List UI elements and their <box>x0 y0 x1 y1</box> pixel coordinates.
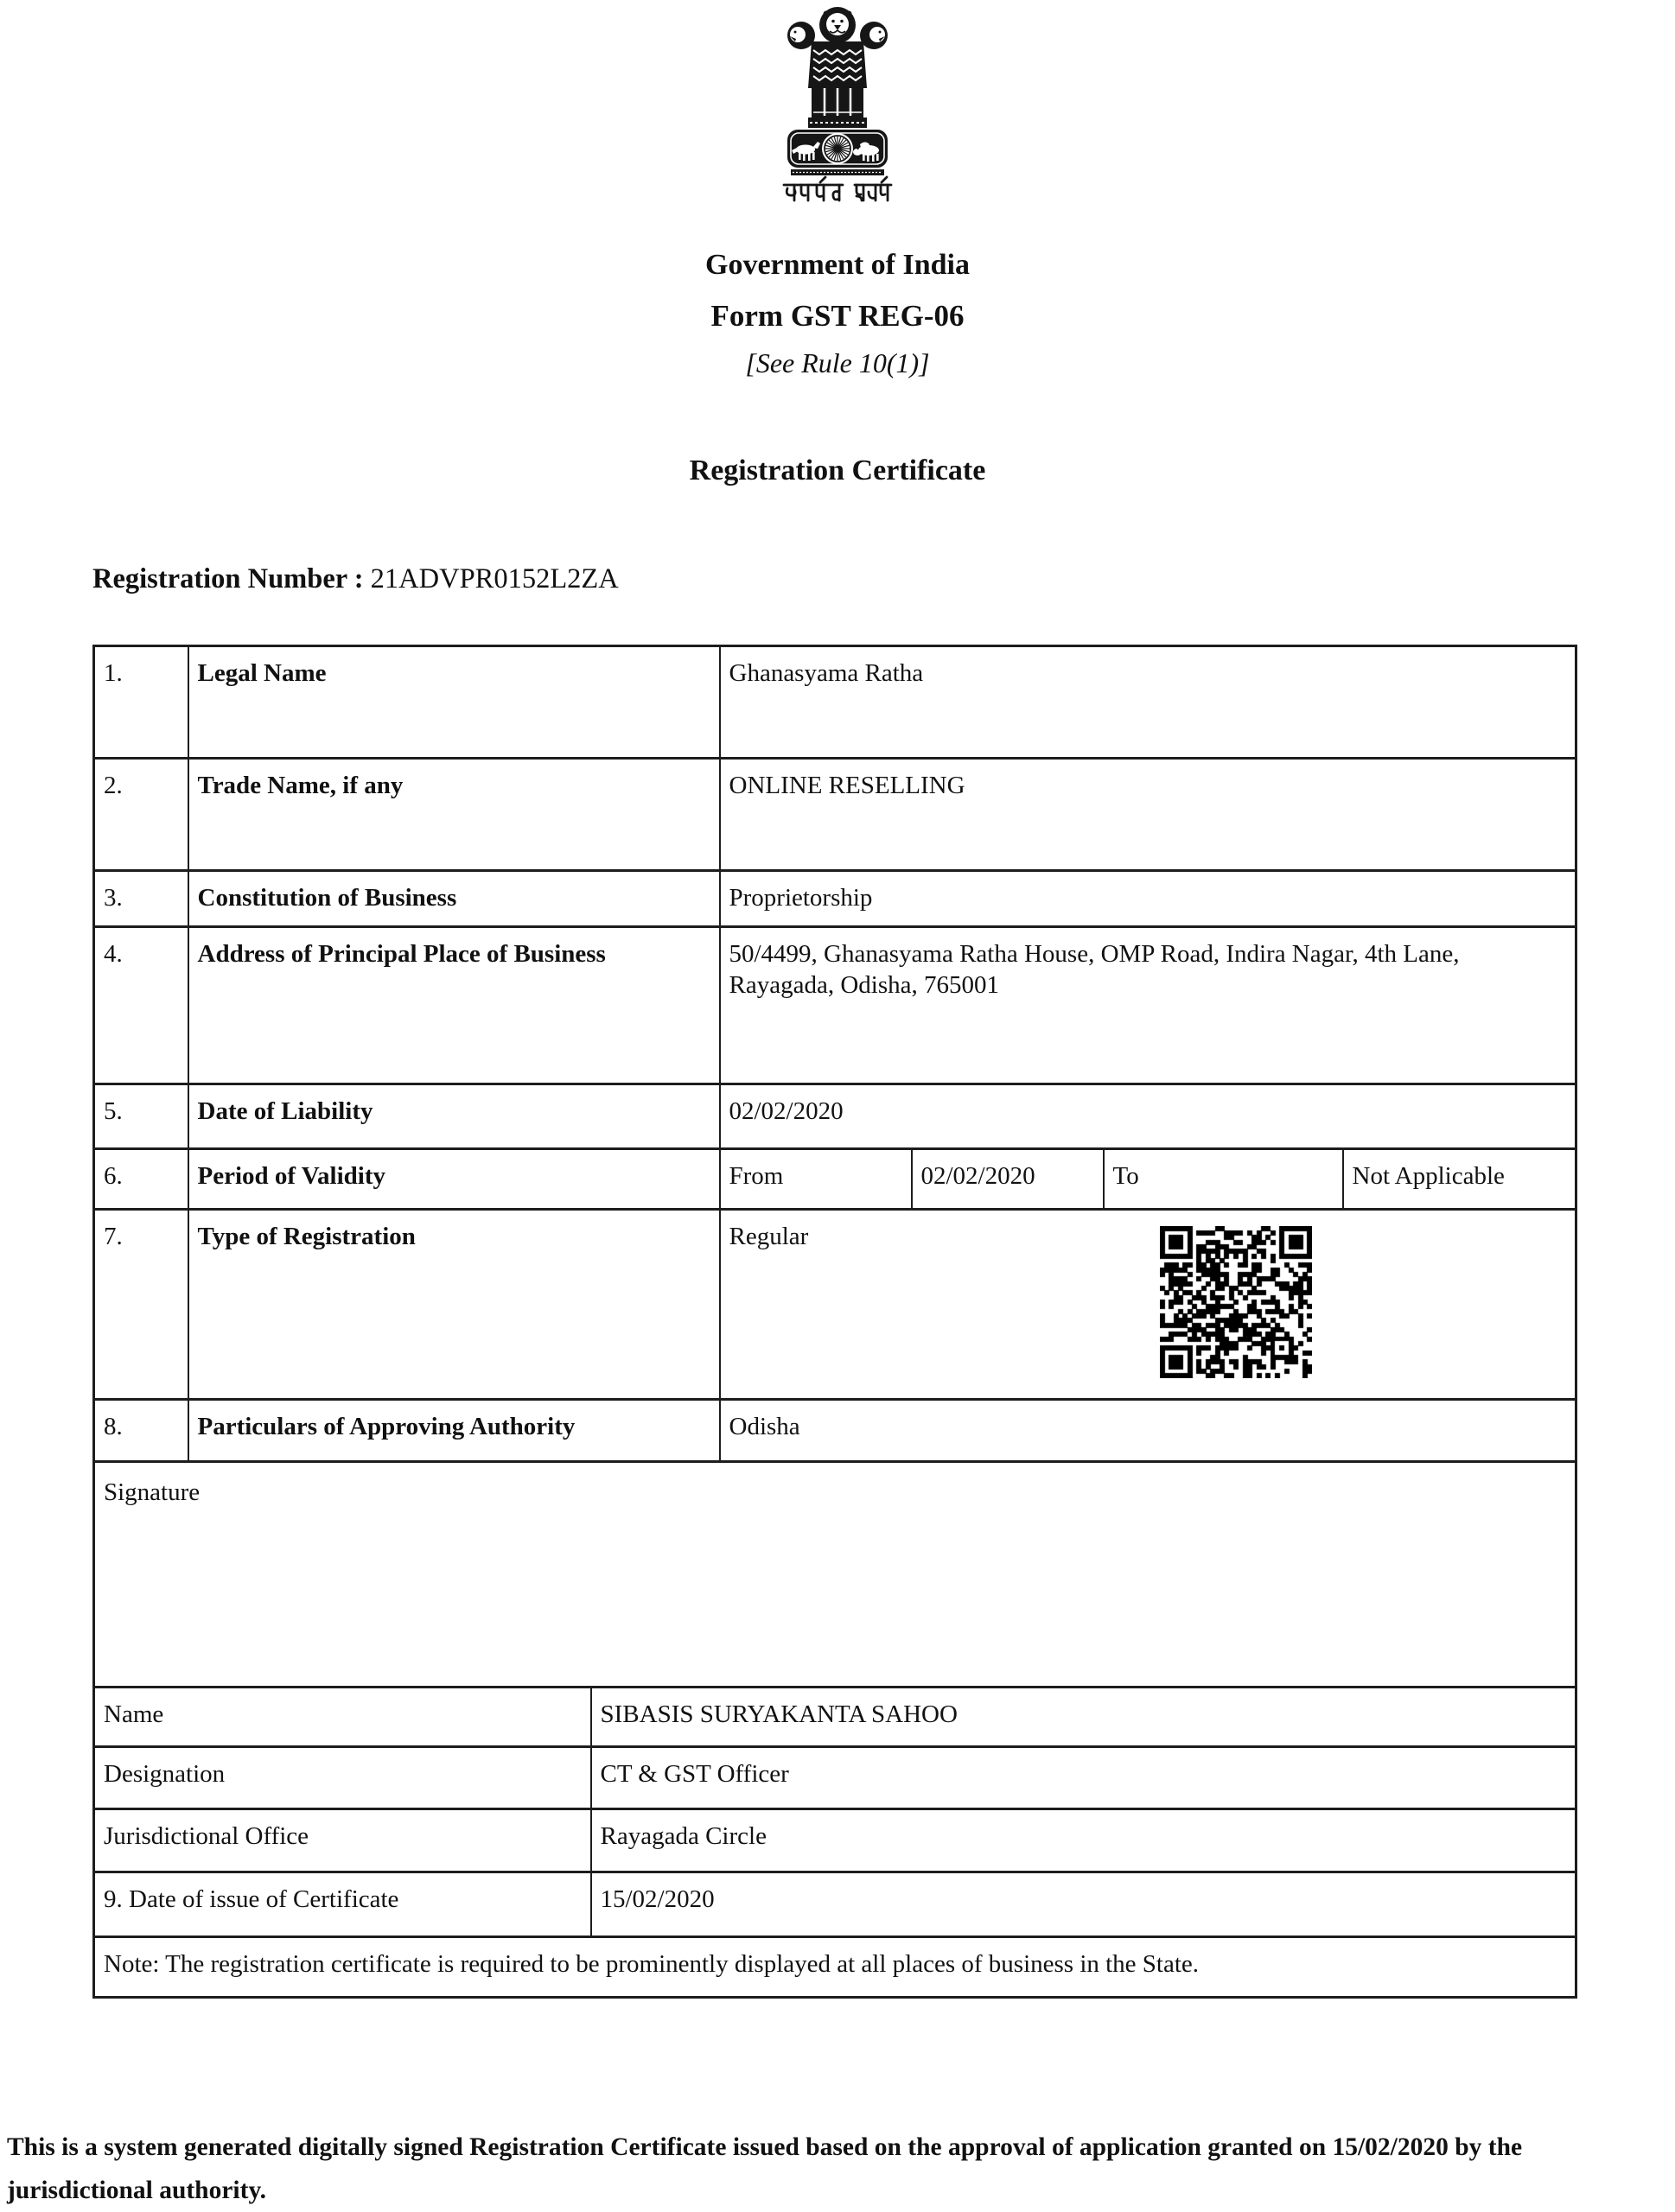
officer-designation-label: Designation <box>94 1747 591 1809</box>
row-number: 1. <box>94 646 188 759</box>
constitution-value: Proprietorship <box>720 871 1576 927</box>
principal-address-value: 50/4499, Ghanasyama Ratha House, OMP Road, Indira Nagar, 4th Lane, Rayagada, Odisha, 765001 <box>720 927 1576 1084</box>
table-row <box>94 871 1576 927</box>
government-title: Government of India <box>705 249 970 281</box>
jurisdictional-office-value: Rayagada Circle <box>591 1809 1576 1872</box>
validity-from-label: From <box>720 1149 912 1210</box>
table-row <box>94 646 1576 759</box>
row-label: Type of Registration <box>188 1210 720 1400</box>
row-number: 6. <box>94 1149 188 1210</box>
certificate-table <box>92 645 1577 1999</box>
registration-type-value: Regular <box>729 1223 809 1250</box>
row-number: 8. <box>94 1400 188 1462</box>
row-label: Legal Name <box>188 646 720 759</box>
registration-number-line <box>92 563 619 595</box>
table-row <box>94 1084 1576 1149</box>
system-generated-note: This is a system generated digitally signed Registration Certificate issued based on the approval of application granted on 15/02/2020 by the jurisdictional authority. <box>7 2133 1523 2204</box>
row-number: 4. <box>94 927 188 1084</box>
registration-type-cell <box>720 1210 1576 1400</box>
table-row <box>94 927 1576 1084</box>
note-text: Note: The registration certificate is required to be prominently displayed at all places of business in the State. <box>94 1937 1576 1998</box>
registration-number-label: Registration Number : <box>92 563 364 594</box>
row-label: Particulars of Approving Authority <box>188 1400 720 1462</box>
table-row <box>94 1210 1576 1400</box>
row-label: Trade Name, if any <box>188 759 720 871</box>
registration-number-value: 21ADVPR0152L2ZA <box>370 563 619 594</box>
signature-label: Signature <box>94 1462 1576 1688</box>
row-label: Period of Validity <box>188 1149 720 1210</box>
rule-reference: [See Rule 10(1)] <box>745 347 930 378</box>
row-number: 2. <box>94 759 188 871</box>
qr-code <box>1160 1226 1312 1378</box>
signature-row <box>94 1462 1576 1688</box>
trade-name-value: ONLINE RESELLING <box>720 759 1576 871</box>
row-number: 7. <box>94 1210 188 1400</box>
table-row <box>94 1688 1576 1747</box>
india-state-emblem <box>777 3 898 207</box>
validity-to-label: To <box>1104 1149 1343 1210</box>
table-row <box>94 1872 1576 1937</box>
officer-name-value: SIBASIS SURYAKANTA SAHOO <box>591 1688 1576 1747</box>
row-number: 3. <box>94 871 188 927</box>
row-label: Address of Principal Place of Business <box>188 927 720 1084</box>
form-title: Form GST REG-06 <box>710 299 965 333</box>
date-of-liability-value: 02/02/2020 <box>720 1084 1576 1149</box>
table-row <box>94 1149 1576 1210</box>
date-of-issue-value: 15/02/2020 <box>591 1872 1576 1937</box>
officer-name-label: Name <box>94 1688 591 1747</box>
date-of-issue-label: 9. Date of issue of Certificate <box>94 1872 591 1937</box>
table-row <box>94 1400 1576 1462</box>
table-row <box>94 1809 1576 1872</box>
jurisdictional-office-label: Jurisdictional Office <box>94 1809 591 1872</box>
row-number: 5. <box>94 1084 188 1149</box>
validity-from-value: 02/02/2020 <box>912 1149 1104 1210</box>
validity-to-value: Not Applicable <box>1343 1149 1576 1210</box>
certificate-title: Registration Certificate <box>689 454 986 486</box>
table-row <box>94 1747 1576 1809</box>
table-row <box>94 759 1576 871</box>
legal-name-value: Ghanasyama Ratha <box>720 646 1576 759</box>
row-label: Constitution of Business <box>188 871 720 927</box>
note-row <box>94 1937 1576 1998</box>
officer-designation-value: CT & GST Officer <box>591 1747 1576 1809</box>
satyameva-jayate-motto <box>784 177 891 200</box>
approving-authority-value: Odisha <box>720 1400 1576 1462</box>
row-label: Date of Liability <box>188 1084 720 1149</box>
